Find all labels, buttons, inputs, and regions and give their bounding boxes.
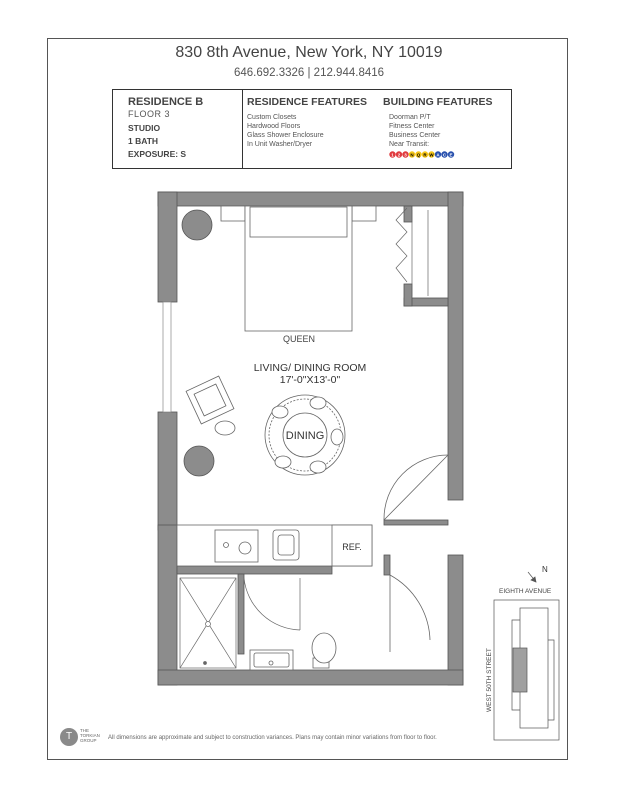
fridge-label: REF. xyxy=(342,542,362,552)
svg-text:1: 1 xyxy=(391,152,394,158)
dining-table xyxy=(265,395,345,475)
room-dimensions: 17'-0"X13'-0" xyxy=(279,374,341,386)
building-address: 830 8th Avenue, New York, NY 10019 xyxy=(175,44,443,61)
building-feature-item: Doorman P/T xyxy=(389,114,431,121)
svg-text:R: R xyxy=(423,152,427,158)
bath-fixtures xyxy=(250,633,336,670)
building-features-heading: BUILDING FEATURES xyxy=(383,96,493,108)
armchair xyxy=(186,376,235,435)
bathroom-door xyxy=(390,575,430,652)
svg-text:N: N xyxy=(410,152,414,158)
kitchen-counter xyxy=(177,525,372,566)
residence-feature-item: In Unit Washer/Dryer xyxy=(247,141,313,148)
residence-features-heading: RESIDENCE FEATURES xyxy=(247,96,367,108)
building-feature-item: Fitness Center xyxy=(389,123,435,130)
contact-phones: 646.692.3326 | 212.944.8416 xyxy=(233,67,385,79)
svg-text:W: W xyxy=(429,152,434,158)
svg-text:A: A xyxy=(436,152,440,158)
north-label: N xyxy=(542,565,548,574)
disclaimer: All dimensions are approximate and subject to construction variances. Plans may contain minor variations from floor to floor. xyxy=(108,735,437,741)
washer-dryer-swing xyxy=(244,578,300,630)
residence-name: RESIDENCE B xyxy=(128,96,204,108)
entry-door xyxy=(384,455,448,520)
residence-feature-item: Custom Closets xyxy=(247,114,297,121)
unit-location xyxy=(513,648,527,692)
dining-label: DINING xyxy=(285,430,325,442)
building-feature-item: Near Transit: xyxy=(389,141,430,148)
svg-text:Q: Q xyxy=(416,152,421,158)
shower xyxy=(180,578,236,668)
residence-feature-item: Hardwood Floors xyxy=(247,123,301,130)
svg-text:C: C xyxy=(442,152,447,158)
windows xyxy=(163,302,171,412)
logo-text: THE TORKIAN GROUP xyxy=(80,728,100,743)
exposure: EXPOSURE: S xyxy=(128,149,187,159)
queen-bed xyxy=(221,206,376,344)
key-plan xyxy=(480,560,565,745)
street-label: WEST 50TH STREET xyxy=(486,648,493,712)
bath-count: 1 BATH xyxy=(128,136,159,146)
building-feature-item: Business Center xyxy=(389,132,441,139)
closet-doors xyxy=(396,208,428,296)
avenue-label: EIGHTH AVENUE xyxy=(499,588,552,595)
cooktop xyxy=(215,530,258,562)
side-tables xyxy=(182,210,214,476)
svg-text:3: 3 xyxy=(404,152,407,158)
room-name: LIVING/ DINING ROOM xyxy=(253,362,367,374)
svg-text:2: 2 xyxy=(397,152,401,158)
torkian-logo: T xyxy=(60,728,78,746)
bed-label: QUEEN xyxy=(282,334,316,344)
residence-feature-item: Glass Shower Enclosure xyxy=(247,132,324,139)
svg-text:E: E xyxy=(449,152,453,158)
unit-type: STUDIO xyxy=(128,123,161,133)
floor-number: FLOOR 3 xyxy=(128,109,171,119)
